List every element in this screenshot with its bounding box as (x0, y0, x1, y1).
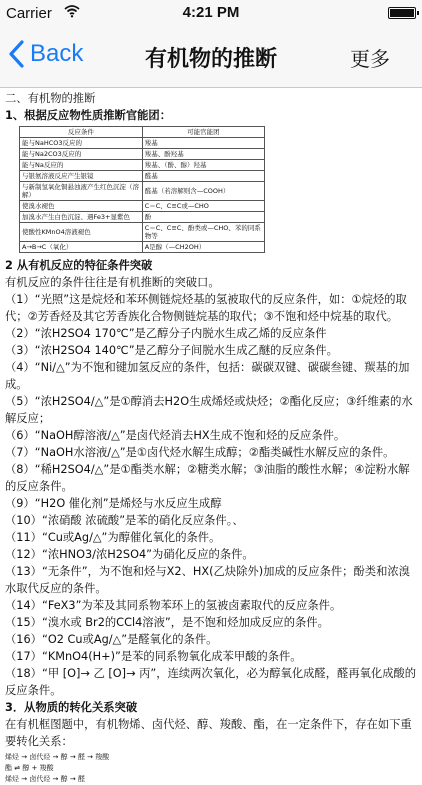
list-item: （3）“浓H2SO4 140℃”是乙醇分子间脱水生成乙醚的反应条件。 (5, 344, 338, 357)
more-button[interactable]: 更多 (350, 47, 390, 71)
table-cell: C＝C、C≡C、酚类或—CHO、苯的同系物等 (142, 223, 264, 242)
section-title: 二、有机物的推断 (5, 92, 96, 105)
scheme-line: 酯 ⇌ 醇 + 羧酸 (5, 764, 54, 772)
list-item: （6）“NaOH醇溶液/△”是卤代烃消去HX生成不饱和烃的反应条件。 (5, 429, 346, 442)
list-item: （1）“光照”这是烷烃和苯环侧链烷烃基的氢被取代的反应条件，如：①烷烃的取代；②芳香烃及其它芳香族化合物侧链烷基的取代；③不饱和烃中烷基的取代。 (5, 293, 407, 323)
carrier-label: Carrier (6, 5, 52, 22)
scheme-line: 烯烃 → 卤代烃 → 醇 → 醛 → 羧酸 (5, 753, 110, 761)
back-label: Back (30, 40, 84, 67)
table-row (20, 223, 265, 242)
table-cell: 使酸性KMnO4溶液褪色 (20, 223, 143, 242)
conversion-scheme (5, 752, 417, 785)
table-cell: 醛基 (142, 171, 264, 182)
table-cell: A是醇（—CH2OH） (142, 242, 264, 253)
list-item: （14）“FeX3”为苯及其同系物苯环上的氢被卤素取代的反应条件。 (5, 599, 342, 612)
list-item: （12）“浓HNO3/浓H2SO4”为硝化反应的条件。 (5, 548, 254, 561)
chevron-left-icon (8, 40, 24, 68)
table-cell: C＝C、C≡C或—CHO (142, 201, 264, 212)
table-cell: 羧基 (142, 138, 264, 149)
table-header-row (20, 127, 265, 138)
table-row (20, 212, 265, 223)
list-item: （16）“O2 Cu或Ag/△”是醛氧化的条件。 (5, 633, 218, 646)
table-row (20, 149, 265, 160)
list-item: （9）“H2O 催化剂”是烯烃与水反应生成醇 (5, 497, 222, 510)
table-row (20, 160, 265, 171)
table-cell: 与银氨溶液反应产生银镜 (20, 171, 143, 182)
table-cell: 酚 (142, 212, 264, 223)
clock: 4:21 PM (182, 4, 240, 21)
list-item: （7）“NaOH水溶液/△”是①卤代烃水解生成醇；②酯类碱性水解反应的条件。 (5, 446, 395, 459)
table-row (20, 242, 265, 253)
scheme-line: 烯烃 → 卤代烃 → 醇 → 醛 (5, 775, 85, 783)
list-item: （4）“Ni/△”为不饱和键加氢反应的条件，包括：碳碳双键、碳碳叁键、羰基的加成。 (5, 361, 410, 391)
list-item: （11）“Cu或Ag/△”为醇催化氧化的条件。 (5, 531, 221, 544)
table-cell: 与新制氢氧化铜悬浊液产生红色沉淀（溶解） (20, 182, 143, 201)
table-row (20, 182, 265, 201)
table-header: 反应条件 (20, 127, 143, 138)
list-item: （15）“溴水或 Br2的CCl4溶液”，是不饱和烃加成反应的条件。 (5, 616, 329, 629)
table-cell: 醛基（若溶解则含—COOH） (142, 182, 264, 201)
functional-group-table (19, 126, 265, 253)
status-bar (0, 0, 422, 26)
list-item: （17）“KMnO4(H+)”是苯的同系物氧化成苯甲酸的条件。 (5, 650, 302, 663)
table-row (20, 138, 265, 149)
subsection-title-2: 2 从有机反应的特征条件突破 (5, 259, 153, 272)
article-content (0, 88, 422, 785)
list-item: （2）“浓H2SO4 170℃”是乙醇分子内脱水生成乙烯的反应条件 (5, 327, 327, 340)
navigation-bar (0, 26, 422, 88)
battery-icon (388, 7, 416, 19)
list-item: （13）“无条件”，为不饱和烃与X2、HX(乙炔除外)加成的反应条件；酚类和浓溴水取代反应的条件。 (5, 565, 410, 595)
back-button[interactable] (8, 40, 83, 68)
table-cell: 能与NaHCO3反应的 (20, 138, 143, 149)
subsection-title-1: 1、根据反应物性质推断官能团： (5, 109, 172, 122)
table-cell: 加溴水产生白色沉淀、遇Fe3+显紫色 (20, 212, 143, 223)
table-row (20, 201, 265, 212)
list-item: （5）“浓H2SO4/△”是①醇消去H2O生成烯烃或炔烃；②酯化反应；③纤维素的水解反应； (5, 395, 413, 425)
page-title: 有机物的推断 (144, 47, 277, 72)
list-item: （18）“甲 [O]→ 乙 [O]→ 丙”，连续两次氧化，必为醇氧化成醛，醛再氧化成酸的反应条件。 (5, 667, 417, 697)
list-item: （10）“浓硝酸 浓硫酸”是苯的硝化反应条件。、 (5, 514, 244, 527)
list-item: （8）“稀H2SO4/△”是①酯类水解；②糖类水解；③油脂的酸性水解；④淀粉水解的反应条件。 (5, 463, 410, 493)
table-cell: 羧基、（酚、醇）羟基 (142, 160, 264, 171)
table-row (20, 171, 265, 182)
table-cell: 能与Na2CO3反应的 (20, 149, 143, 160)
subsection-title-3: 3．从物质的转化关系突破 (5, 701, 138, 714)
table-cell: 使溴水褪色 (20, 201, 143, 212)
subsection-intro-3: 在有机框图题中，有机物烯、卤代烃、醇、羧酸、酯，在一定条件下，存在如下重要转化关系： (5, 718, 412, 748)
table-cell: 能与Na反应的 (20, 160, 143, 171)
subsection-intro-2: 有机反应的条件往往是有机推断的突破口。 (5, 276, 220, 289)
condition-list (5, 291, 417, 699)
table-cell: 羧基、酚羟基 (142, 149, 264, 160)
table-cell: A→B→C（氧化） (20, 242, 143, 253)
table-header: 可能官能团 (142, 127, 264, 138)
